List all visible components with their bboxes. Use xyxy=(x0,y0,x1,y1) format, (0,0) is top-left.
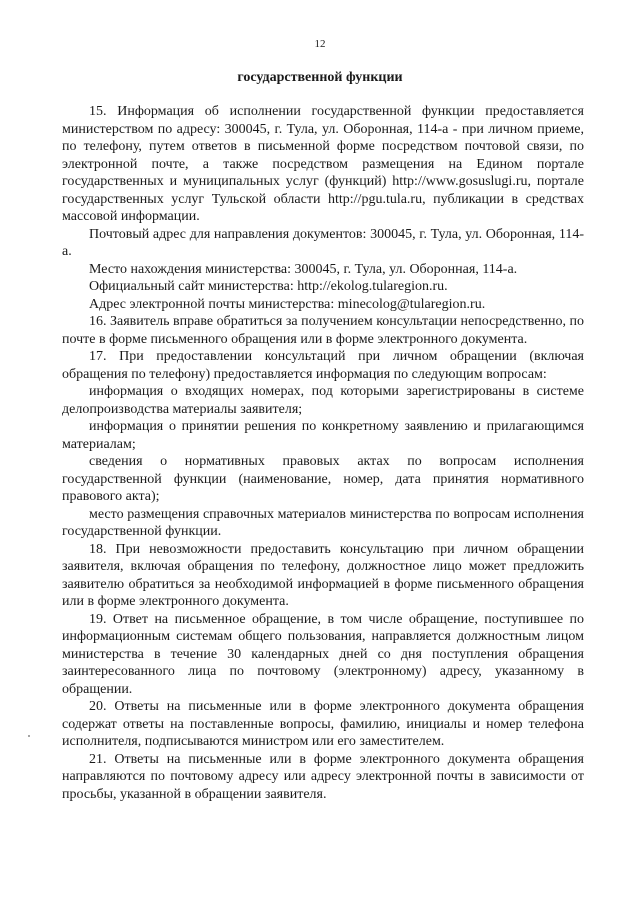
page-number: 12 xyxy=(314,38,326,50)
paragraph-17-item-2: информация о принятии решения по конкретному заявлению и прилагающимся материалам; xyxy=(62,419,584,452)
paragraph-17-item-3: сведения о нормативных правовых актах по вопросам исполнения государственной функции (наименование, номер, дата принятия нормативного правового акта); xyxy=(62,454,584,504)
paragraph-17-item-4: место размещения справочных материалов министерства по вопросам исполнения государственной функции. xyxy=(62,506,584,539)
section-heading: государственной функции xyxy=(237,70,403,85)
paragraph-18: 18. При невозможности предоставить консультацию при личном обращении заявителя, включая обращения по телефону, должностное лицо может предложить заявителю обратиться за необходимой информацией в форме письменного обращения или в форме электронного документа. xyxy=(62,541,584,609)
document-body xyxy=(62,103,584,803)
paragraph-website: Официальный сайт министерства: http://ekolog.tularegion.ru. xyxy=(89,279,448,294)
scan-mark xyxy=(28,735,30,737)
paragraph-19: 19. Ответ на письменное обращение, в том числе обращение, поступившее по информационным системам общего пользования, направляется должностным лицом министерства в течение 30 календарных дней со дня поступления обращения заинтересованного лица по почтовому (электронному) адресу, указанному в обращении. xyxy=(62,611,584,697)
paragraph-20: 20. Ответы на письменные или в форме электронного документа обращения содержат ответы на поставленные вопросы, фамилию, инициалы и номер телефона исполнителя, подписываются министром или его заместителем. xyxy=(62,699,584,749)
paragraph-email: Адрес электронной почты министерства: minecolog@tularegion.ru. xyxy=(89,296,486,312)
paragraph-21: 21. Ответы на письменные или в форме электронного документа обращения направляются по почтовому адресу или адресу электронной почты в зависимости от просьбы, указанной в обращении заявителя. xyxy=(62,751,584,802)
paragraph-16: 16. Заявитель вправе обратиться за получением консультации непосредственно, по почте в форме письменного обращения или в форме электронного документа. xyxy=(62,314,584,347)
paragraph-location: Место нахождения министерства: 300045, г. Тула, ул. Оборонная, 114-а. xyxy=(89,261,518,277)
paragraph-15: 15. Информация об исполнении государственной функции предоставляется министерством по адресу: 300045, г. Тула, ул. Оборонная, 114-а - при личном приеме, по телефону, путем ответов в письменной форме посредством почтовой связи, по электронной почте, а также посредством размещения на Едином портале государственных и муниципальных услуг (функций) http://www.gosuslugi.ru, портале государственных услуг Тульской области http://pgu.tula.ru, публикации в средствах массовой информации. xyxy=(62,104,584,224)
paragraph-17-item-1: информация о входящих номерах, под которыми зарегистрированы в системе делопроизводства материалы заявителя; xyxy=(62,384,584,417)
paragraph-postal-address: Почтовый адрес для направления документов: 300045, г. Тула, ул. Оборонная, 114-а. xyxy=(62,226,584,259)
paragraph-17: 17. При предоставлении консультаций при личном обращении (включая обращения по телефону) предоставляется информация по следующим вопросам: xyxy=(62,349,584,382)
